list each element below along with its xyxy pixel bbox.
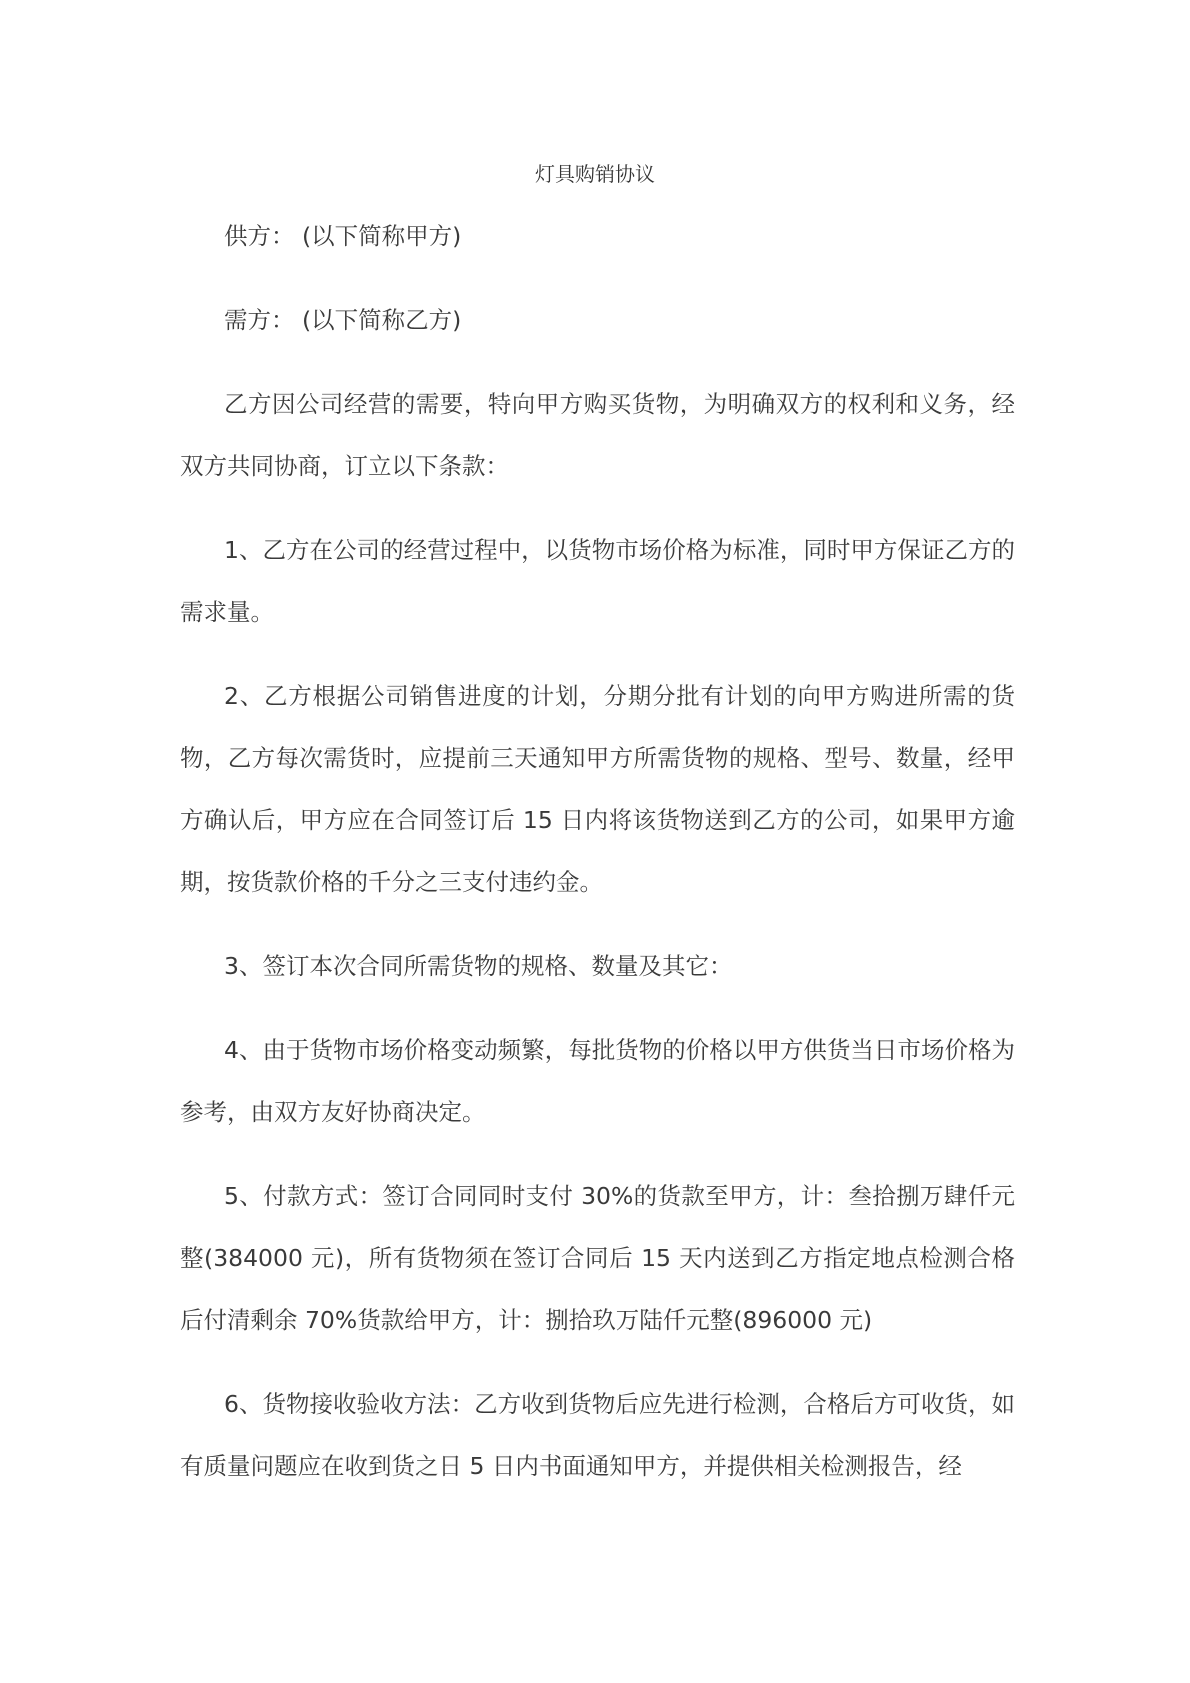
clause-2: 2、乙方根据公司销售进度的计划，分期分批有计划的向甲方购进所需的货物，乙方每次需货时，应提前三天通知甲方所需货物的规格、型号、数量，经甲方确认后，甲方应在合同签订后 15 日内将该货物送到乙方的公司，如果甲方逾期，按货款价格的千分之三支付违约金。 bbox=[180, 682, 1015, 896]
clause-1: 1、乙方在公司的经营过程中，以货物市场价格为标准，同时甲方保证乙方的需求量。 bbox=[180, 536, 1015, 626]
preamble-paragraph: 乙方因公司经营的需要，特向甲方购买货物，为明确双方的权利和义务，经双方共同协商，订立以下条款： bbox=[180, 390, 1015, 480]
document-title: 灯具购销协议 bbox=[535, 162, 655, 186]
document-body bbox=[180, 205, 1015, 1519]
clause-5: 5、付款方式：签订合同同时支付 30%的货款至甲方，计：叁拾捌万肆仟元整(384000 元)，所有货物须在签订合同后 15 天内送到乙方指定地点检测合格后付清剩余 70%货款给甲方，计：捌拾玖万陆仟元整(896000 元) bbox=[180, 1182, 1015, 1334]
buyer-line: 需方： (以下简称乙方) bbox=[224, 306, 462, 334]
clause-3: 3、签订本次合同所需货物的规格、数量及其它： bbox=[224, 952, 733, 980]
clause-6: 6、货物接收验收方法：乙方收到货物后应先进行检测，合格后方可收货，如有质量问题应在收到货之日 5 日内书面通知甲方，并提供相关检测报告，经 bbox=[180, 1390, 1015, 1480]
supplier-line: 供方： (以下简称甲方) bbox=[224, 222, 462, 250]
clause-4: 4、由于货物市场价格变动频繁，每批货物的价格以甲方供货当日市场价格为参考，由双方友好协商决定。 bbox=[180, 1036, 1015, 1126]
